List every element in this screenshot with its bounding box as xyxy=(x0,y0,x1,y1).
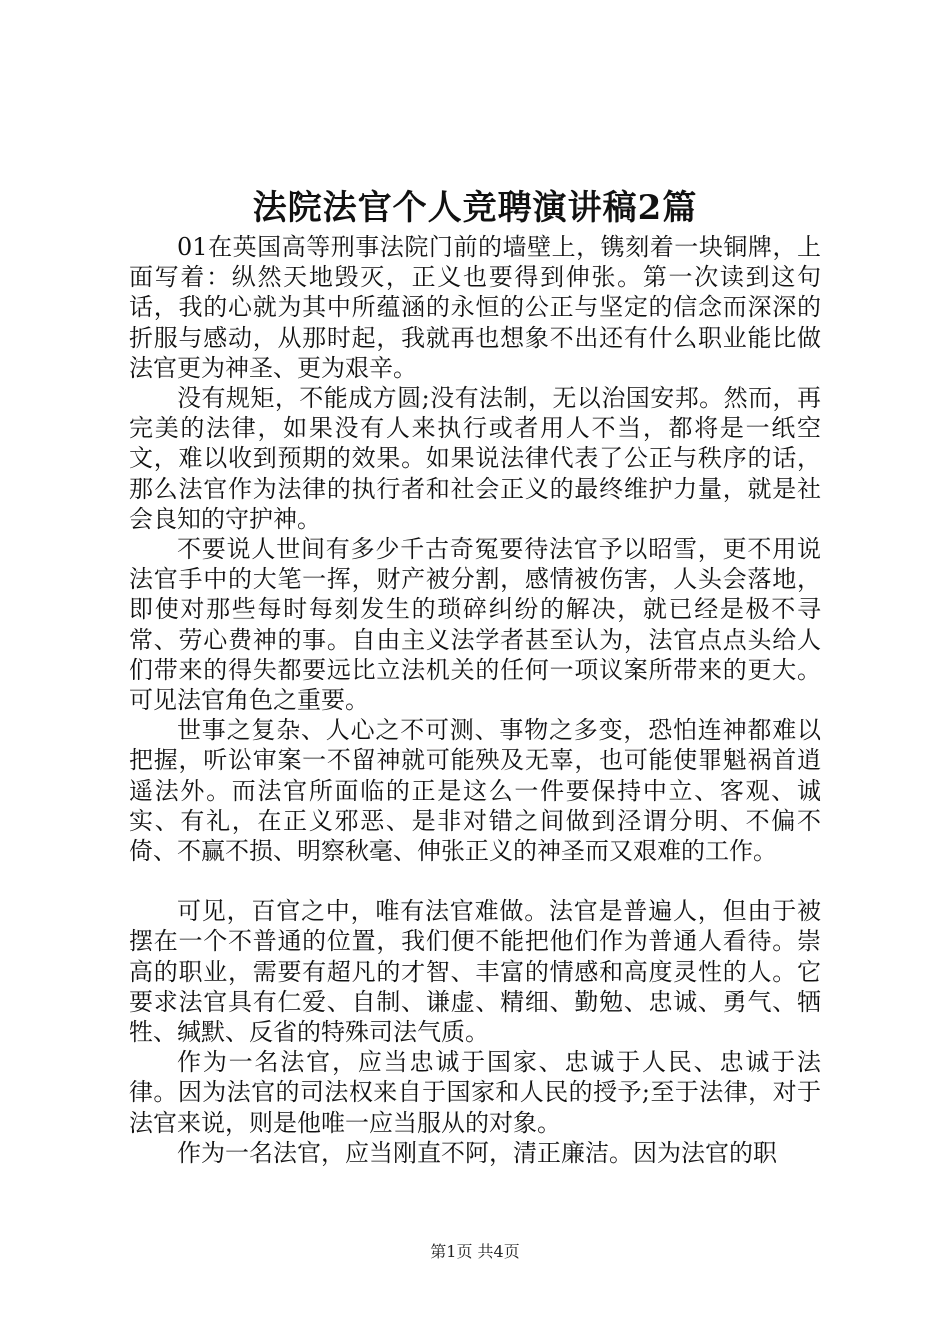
paragraph-4: 世事之复杂、人心之不可测、事物之多变，恐怕连神都难以把握，听讼审案一不留神就可能殃及无辜，也可能使罪魁祸首逍遥法外。而法官所面临的正是这么一件要保持中立、客观、诚实、有礼，在正义邪恶、是非对错之间做到泾谓分明、不偏不倚、不赢不损、明察秋毫、伸张正义的神圣而又艰难的工作。 xyxy=(129,716,821,866)
document-body xyxy=(129,232,821,1168)
paragraph-gap xyxy=(129,866,821,896)
paragraph-2: 没有规矩，不能成方圆;没有法制，无以治国安邦。然而，再完美的法律，如果没有人来执行或者用人不当，都将是一纸空文，难以收到预期的效果。如果说法律代表了公正与秩序的话，那么法官作为法律的执行者和社会正义的最终维护力量，就是社会良知的守护神。 xyxy=(129,384,821,533)
document-title: 法院法官个人竞聘演讲稿2篇 xyxy=(252,188,698,228)
paragraph-3: 不要说人世间有多少千古奇冤要待法官予以昭雪，更不用说法官手中的大笔一挥，财产被分割，感情被伤害，人头会落地，即使对那些每时每刻发生的琐碎纠纷的解决，就已经是极不寻常、劳心费神的事。自由主义法学者甚至认为，法官点点头给人们带来的得失都要远比立法机关的任何一项议案所带来的更大。可见法官角色之重要。 xyxy=(129,535,821,715)
page-number-footer: 第1页 共4页 xyxy=(430,1242,520,1261)
paragraph-6: 作为一名法官，应当忠诚于国家、忠诚于人民、忠诚于法律。因为法官的司法权来自于国家和人民的授予;至于法律，对于法官来说，则是他唯一应当服从的对象。 xyxy=(129,1048,821,1137)
paragraph-7: 作为一名法官，应当刚直不阿，清正廉洁。因为法官的职 xyxy=(177,1138,777,1167)
paragraph-5: 可见，百官之中，唯有法官难做。法官是普遍人，但由于被摆在一个不普通的位置，我们便不能把他们作为普通人看待。崇高的职业，需要有超凡的才智、丰富的情感和高度灵性的人。它要求法官具有仁爱、自制、谦虚、精细、勤勉、忠诚、勇气、牺牲、缄默、反省的特殊司法气质。 xyxy=(129,897,821,1047)
paragraph-1: 01在英国高等刑事法院门前的墙壁上，镌刻着一块铜牌，上面写着：纵然天地毁灭，正义也要得到伸张。第一次读到这句话，我的心就为其中所蕴涵的永恒的公正与坚定的信念而深深的折服与感动，从那时起，我就再也想象不出还有什么职业能比做法官更为神圣、更为艰辛。 xyxy=(129,233,821,382)
